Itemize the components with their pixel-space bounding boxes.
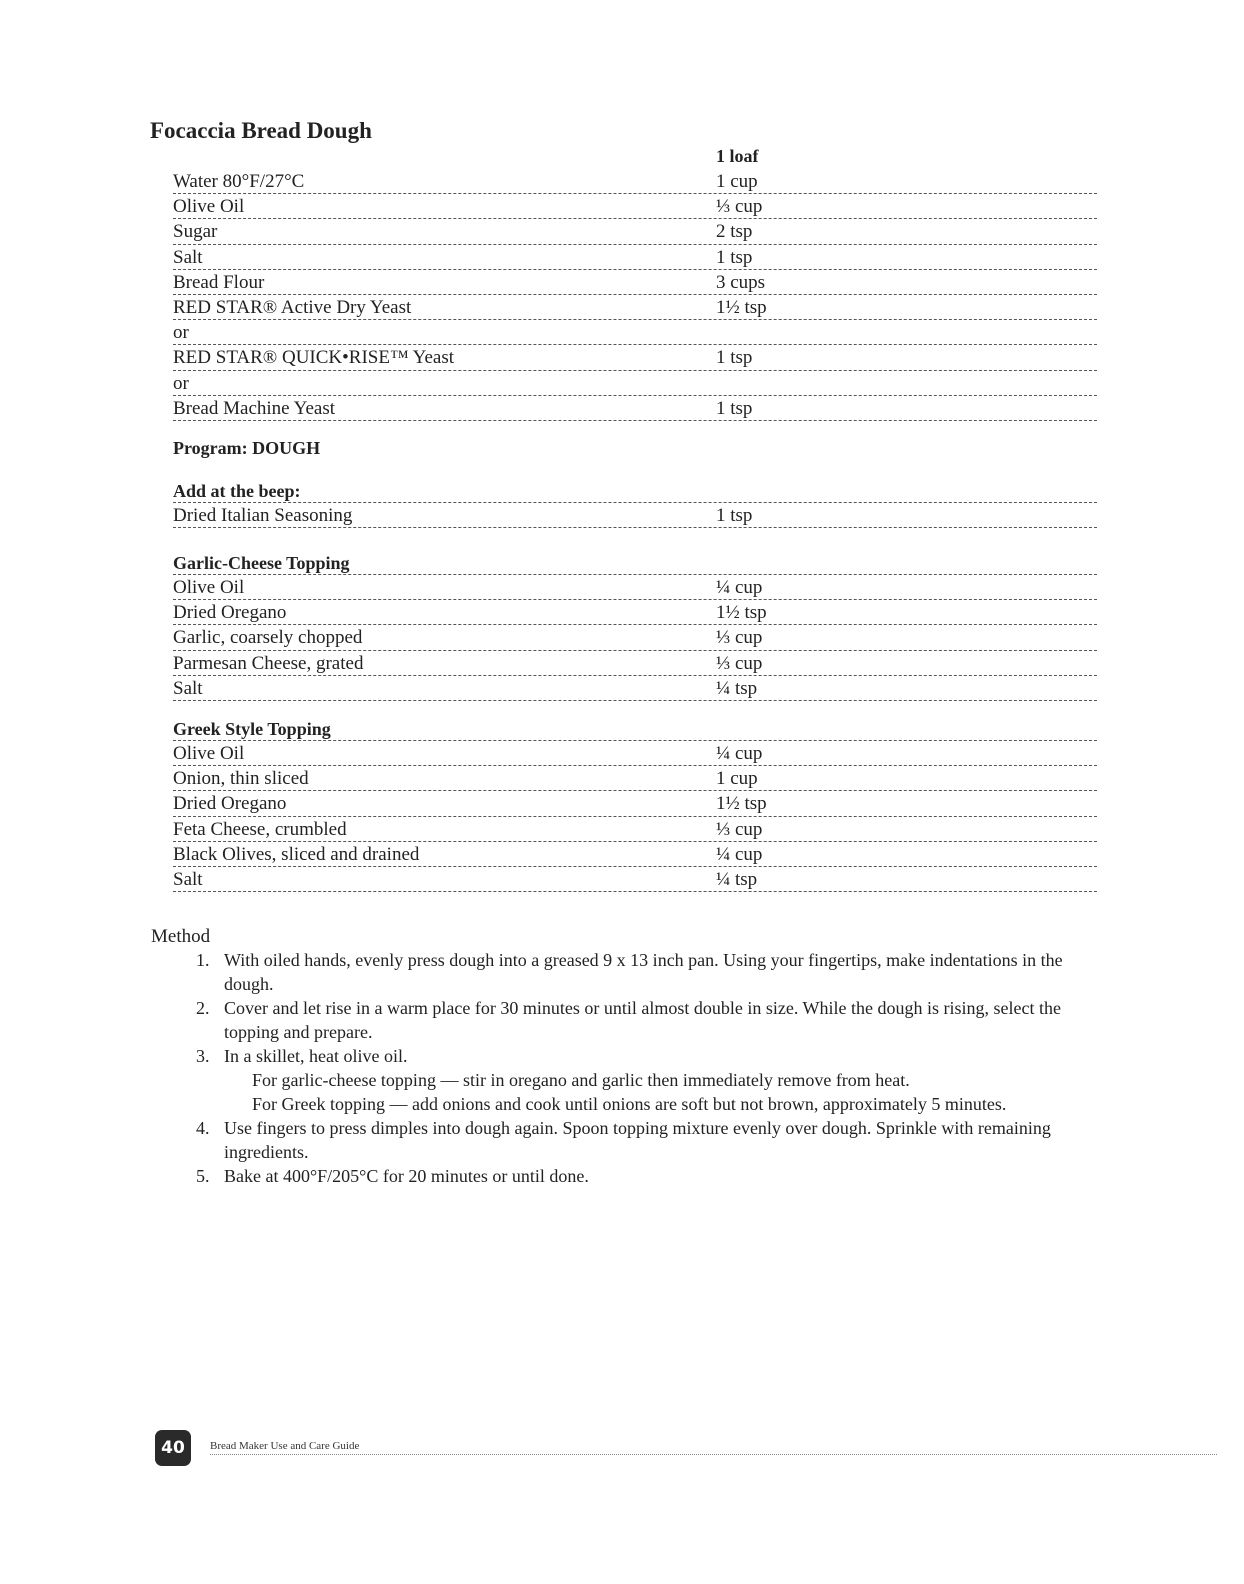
page-footer xyxy=(155,1430,1217,1470)
step-text: With oiled hands, evenly press dough into a greased 9 x 13 inch pan. Using your fingertips, make indentations in the dough. xyxy=(224,950,1063,994)
ingredient-row xyxy=(173,295,1097,320)
step-number: 5. xyxy=(196,1166,210,1186)
ingredient-name: Garlic, coarsely chopped xyxy=(173,627,363,649)
ingredient-row xyxy=(173,651,1097,676)
ingredient-name: Olive Oil xyxy=(173,577,245,598)
dough-ingredients-table xyxy=(173,169,1097,421)
ingredient-amount: 1½ tsp xyxy=(716,602,767,624)
step-number: 3. xyxy=(196,1046,210,1066)
ingredient-amount: ¼ cup xyxy=(716,843,763,865)
method-title: Method xyxy=(151,926,211,947)
ingredient-row xyxy=(173,194,1097,219)
ingredient-row xyxy=(173,575,1097,600)
ingredient-row xyxy=(173,842,1097,867)
ingredient-row xyxy=(173,371,1097,396)
step-text: Cover and let rise in a warm place for 30 minutes or until almost double in size. While the dough is rising, select the topping and prepare. xyxy=(224,998,1061,1042)
ingredient-amount: 1 tsp xyxy=(716,246,753,268)
step-number: 1. xyxy=(196,950,210,970)
ingredient-row xyxy=(173,766,1097,791)
page-number-badge: 40 xyxy=(155,1430,191,1466)
ingredient-name: RED STAR® QUICK•RISE™ Yeast xyxy=(173,347,454,369)
method-step xyxy=(196,1164,1096,1188)
ingredient-name: Bread Machine Yeast xyxy=(173,397,335,419)
ingredient-amount: 1 cup xyxy=(716,171,758,192)
ingredient-name: Sugar xyxy=(173,221,218,243)
ingredient-amount: ⅓ cup xyxy=(716,652,763,674)
add-at-beep-heading: Add at the beep: xyxy=(173,480,1097,503)
ingredient-row xyxy=(173,320,1097,345)
ingredient-row xyxy=(173,169,1097,194)
ingredient-amount: 2 tsp xyxy=(716,221,753,243)
ingredient-row xyxy=(173,867,1097,892)
ingredient-name: Black Olives, sliced and drained xyxy=(173,843,420,865)
step-number: 2. xyxy=(196,998,210,1018)
ingredient-amount: 1½ tsp xyxy=(716,296,767,318)
garlic-cheese-heading: Garlic-Cheese Topping xyxy=(173,552,1097,575)
ingredient-amount: ¼ tsp xyxy=(716,677,758,699)
ingredient-amount: ¼ cup xyxy=(716,577,763,598)
ingredient-name: or xyxy=(173,372,189,394)
step-substep: For Greek topping — add onions and cook until onions are soft but not brown, approximately 5 minutes. xyxy=(252,1094,1007,1114)
recipe-title: Focaccia Bread Dough xyxy=(150,118,372,143)
method-steps xyxy=(196,948,1096,1188)
method-step xyxy=(196,1116,1096,1164)
step-text: Bake at 400°F/205°C for 20 minutes or until done. xyxy=(224,1166,589,1186)
program-label: Program: DOUGH xyxy=(173,438,321,458)
ingredient-row xyxy=(173,676,1097,701)
ingredient-name: Olive Oil xyxy=(173,743,245,764)
ingredient-row xyxy=(173,817,1097,842)
ingredient-row xyxy=(173,245,1097,270)
ingredient-amount: 1 tsp xyxy=(716,505,753,526)
ingredient-name: Bread Flour xyxy=(173,271,265,293)
ingredient-amount: 1 tsp xyxy=(716,347,753,369)
ingredient-amount: 1 tsp xyxy=(716,397,753,419)
ingredient-amount: ⅓ cup xyxy=(716,196,763,218)
ingredient-row xyxy=(173,503,1097,528)
ingredient-row xyxy=(173,625,1097,650)
step-text: In a skillet, heat olive oil. xyxy=(224,1046,408,1066)
footer-divider xyxy=(210,1454,1217,1455)
ingredient-row xyxy=(173,600,1097,625)
ingredient-name: Dried Oregano xyxy=(173,793,287,815)
step-text: Use fingers to press dimples into dough again. Spoon topping mixture evenly over dough. Sprinkle with remaining ingredients. xyxy=(224,1118,1051,1162)
ingredient-amount: 1½ tsp xyxy=(716,793,767,815)
ingredient-amount: 3 cups xyxy=(716,271,766,293)
ingredient-name: Salt xyxy=(173,677,203,699)
ingredient-amount: 1 cup xyxy=(716,768,758,790)
step-substep: For garlic-cheese topping — stir in oregano and garlic then immediately remove from heat. xyxy=(252,1070,910,1090)
method-step xyxy=(196,1044,1096,1116)
ingredient-row xyxy=(173,791,1097,816)
greek-topping-heading: Greek Style Topping xyxy=(173,718,1097,741)
ingredient-name: Salt xyxy=(173,868,203,890)
ingredient-row xyxy=(173,219,1097,244)
method-step xyxy=(196,948,1096,996)
ingredient-row xyxy=(173,270,1097,295)
ingredient-name: or xyxy=(173,322,189,344)
ingredient-amount: ⅓ cup xyxy=(716,818,763,840)
yield-header: 1 loaf xyxy=(716,146,759,166)
ingredient-name: Parmesan Cheese, grated xyxy=(173,652,364,674)
greek-topping-section xyxy=(173,718,1097,892)
ingredient-name: Water 80°F/27°C xyxy=(173,171,305,192)
ingredient-name: Feta Cheese, crumbled xyxy=(173,818,347,840)
ingredient-name: Dried Oregano xyxy=(173,602,287,624)
ingredient-row xyxy=(173,345,1097,370)
ingredient-name: RED STAR® Active Dry Yeast xyxy=(173,296,412,318)
step-number: 4. xyxy=(196,1118,210,1138)
ingredient-amount: ¼ cup xyxy=(716,743,763,764)
ingredient-amount: ⅓ cup xyxy=(716,627,763,649)
ingredient-row xyxy=(173,396,1097,421)
ingredient-amount: ¼ tsp xyxy=(716,868,758,890)
ingredient-name: Salt xyxy=(173,246,203,268)
footer-text: Bread Maker Use and Care Guide xyxy=(210,1440,360,1452)
method-step xyxy=(196,996,1096,1044)
ingredient-name: Dried Italian Seasoning xyxy=(173,505,353,526)
ingredient-name: Olive Oil xyxy=(173,196,245,218)
garlic-cheese-section xyxy=(173,552,1097,701)
add-at-beep-section xyxy=(173,480,1097,528)
ingredient-name: Onion, thin sliced xyxy=(173,768,309,790)
ingredient-row xyxy=(173,741,1097,766)
